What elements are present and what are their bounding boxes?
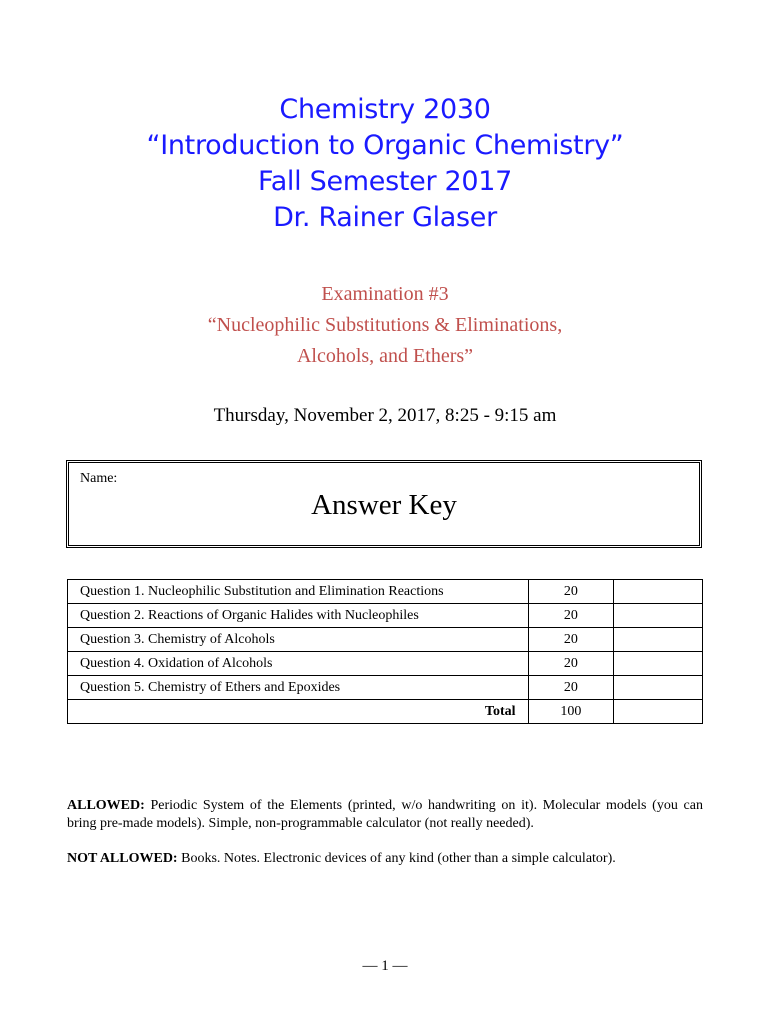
- question-cell: Question 4. Oxidation of Alcohols: [68, 652, 529, 676]
- score-cell: [614, 604, 703, 628]
- points-cell: 20: [528, 580, 614, 604]
- name-value: Answer Key: [311, 489, 457, 521]
- name-box: [66, 460, 702, 548]
- score-cell: [614, 676, 703, 700]
- exam-info-block: [0, 279, 770, 372]
- table-row: [68, 676, 703, 700]
- score-cell: [614, 652, 703, 676]
- exam-rules: [67, 797, 703, 885]
- points-cell: 20: [528, 604, 614, 628]
- score-cell: [614, 628, 703, 652]
- score-table: [67, 579, 703, 724]
- exam-number: Examination #3: [321, 283, 449, 305]
- page-number: — 1 —: [362, 958, 408, 974]
- exam-topic-line2: Alcohols, and Ethers”: [296, 345, 474, 367]
- question-cell: Question 5. Chemistry of Ethers and Epoxides: [68, 676, 529, 700]
- points-cell: 20: [528, 652, 614, 676]
- question-cell: Question 1. Nucleophilic Substitution and Elimination Reactions: [68, 580, 529, 604]
- total-score-cell: [614, 700, 703, 724]
- table-row: [68, 580, 703, 604]
- exam-title-block: [0, 92, 770, 236]
- allowed-label: ALLOWED:: [67, 798, 145, 813]
- points-cell: 20: [528, 628, 614, 652]
- exam-date: Thursday, November 2, 2017, 8:25 - 9:15 am: [213, 405, 557, 426]
- points-cell: 20: [528, 676, 614, 700]
- table-row: [68, 628, 703, 652]
- not-allowed-label: NOT ALLOWED:: [67, 851, 178, 866]
- question-cell: Question 2. Reactions of Organic Halides with Nucleophiles: [68, 604, 529, 628]
- name-label: Name:: [80, 471, 118, 486]
- score-cell: [614, 580, 703, 604]
- course-title: “Introduction to Organic Chemistry”: [146, 130, 624, 161]
- not-allowed-text: Books. Notes. Electronic devices of any kind (other than a simple calculator).: [177, 851, 616, 866]
- total-points: 100: [528, 700, 614, 724]
- table-row: [68, 604, 703, 628]
- total-label: Total: [68, 700, 529, 724]
- not-allowed-paragraph: [67, 850, 703, 868]
- instructor: Dr. Rainer Glaser: [273, 202, 497, 233]
- question-cell: Question 3. Chemistry of Alcohols: [68, 628, 529, 652]
- course-number: Chemistry 2030: [279, 94, 491, 125]
- semester: Fall Semester 2017: [257, 166, 513, 197]
- allowed-paragraph: [67, 797, 703, 833]
- total-row: [68, 700, 703, 724]
- table-row: [68, 652, 703, 676]
- exam-topic-line1: “Nucleophilic Substitutions & Eliminations,: [207, 314, 563, 336]
- allowed-text: Periodic System of the Elements (printed, w/o handwriting on it). Molecular models (you can bring pre-made models). Simple, non-programmable calculator (not really needed).: [67, 798, 703, 831]
